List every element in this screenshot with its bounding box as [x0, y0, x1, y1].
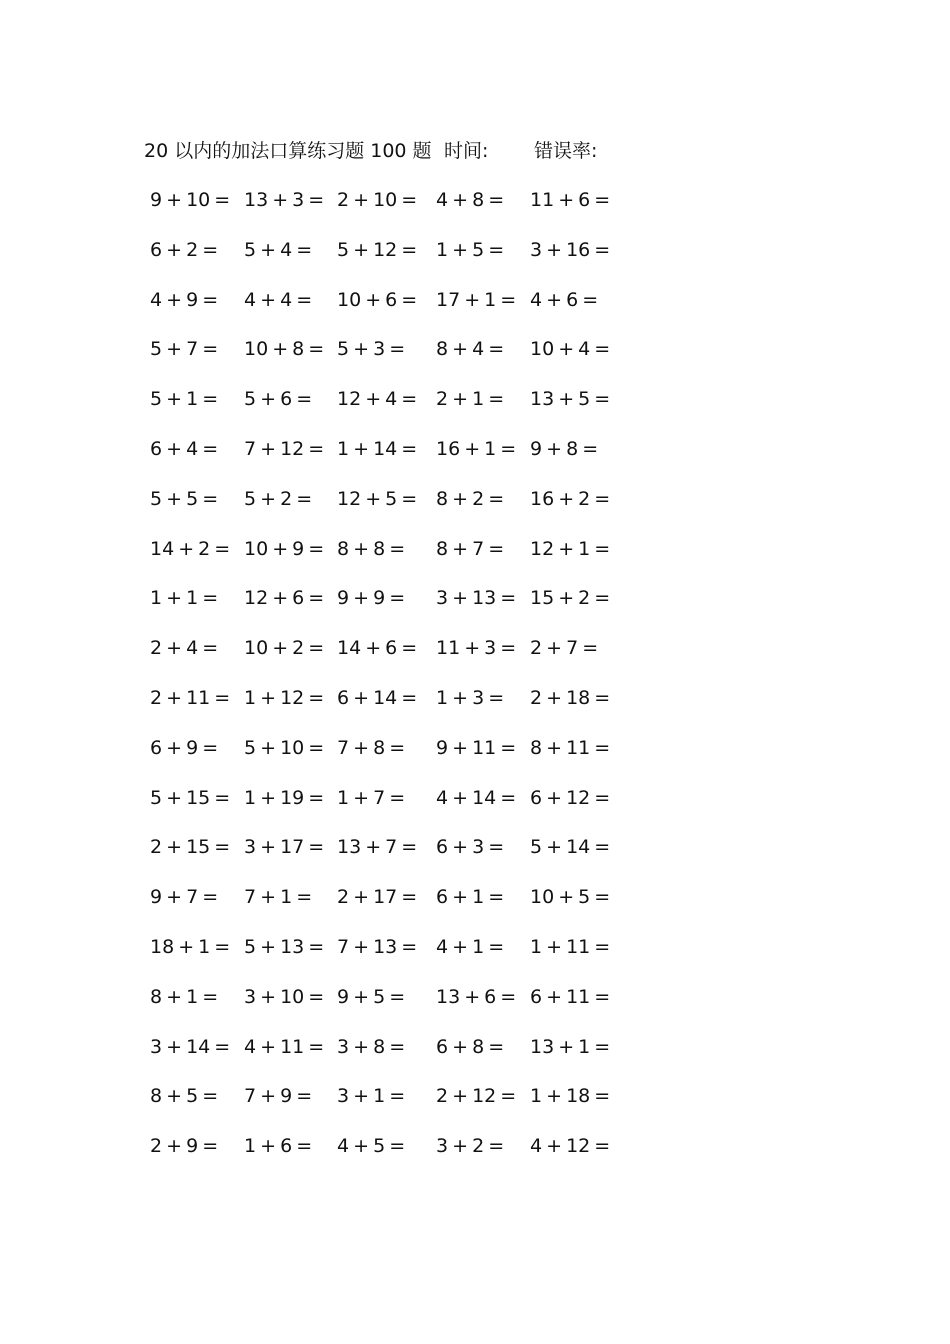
- addition-problem: 4 + 5 =: [337, 1135, 406, 1158]
- problem-row: [0, 933, 950, 983]
- addition-problem: 13 + 1 =: [530, 1035, 611, 1058]
- addition-problem: 10 + 9 =: [244, 537, 325, 560]
- addition-problem: 6 + 11 =: [530, 985, 611, 1008]
- addition-problem: 1 + 18 =: [530, 1085, 611, 1108]
- addition-problem: 2 + 17 =: [337, 886, 418, 909]
- addition-problem: 9 + 10 =: [150, 189, 231, 211]
- problem-row: [0, 286, 950, 336]
- addition-problem: 3 + 1 =: [337, 1085, 406, 1108]
- problem-grid: [0, 186, 950, 1182]
- addition-problem: 2 + 18 =: [530, 686, 611, 709]
- addition-problem: 12 + 5 =: [337, 487, 418, 510]
- time-label: 时间:: [444, 140, 489, 162]
- addition-problem: 1 + 14 =: [337, 437, 418, 460]
- problem-row: [0, 535, 950, 585]
- addition-problem: 3 + 13 =: [436, 587, 517, 610]
- problem-row: [0, 784, 950, 834]
- addition-problem: 6 + 2 =: [150, 238, 219, 261]
- addition-problem: 9 + 7 =: [150, 886, 219, 909]
- addition-problem: 6 + 14 =: [337, 686, 418, 709]
- addition-problem: 5 + 14 =: [530, 836, 611, 859]
- problem-row: [0, 335, 950, 385]
- problem-row: [0, 1082, 950, 1132]
- addition-problem: 16 + 2 =: [530, 487, 611, 510]
- addition-problem: 1 + 11 =: [530, 935, 611, 958]
- addition-problem: 1 + 5 =: [436, 238, 505, 261]
- addition-problem: 7 + 9 =: [244, 1085, 313, 1108]
- addition-problem: 14 + 6 =: [337, 637, 418, 660]
- problem-row: [0, 236, 950, 286]
- addition-problem: 1 + 7 =: [337, 786, 406, 809]
- addition-problem: 13 + 3 =: [244, 189, 325, 211]
- addition-problem: 6 + 4 =: [150, 437, 219, 460]
- problem-row: [0, 385, 950, 435]
- addition-problem: 8 + 7 =: [436, 537, 505, 560]
- problem-row: [0, 684, 950, 734]
- addition-problem: 4 + 14 =: [436, 786, 517, 809]
- addition-problem: 3 + 2 =: [436, 1135, 505, 1158]
- addition-problem: 2 + 15 =: [150, 836, 231, 859]
- addition-problem: 5 + 10 =: [244, 736, 325, 759]
- addition-problem: 8 + 4 =: [436, 338, 505, 361]
- addition-problem: 4 + 8 =: [436, 189, 505, 211]
- addition-problem: 2 + 12 =: [436, 1085, 517, 1108]
- addition-problem: 18 + 1 =: [150, 935, 231, 958]
- addition-problem: 17 + 1 =: [436, 288, 517, 311]
- addition-problem: 4 + 12 =: [530, 1135, 611, 1158]
- problem-row: [0, 1033, 950, 1083]
- addition-problem: 7 + 1 =: [244, 886, 313, 909]
- addition-problem: 3 + 17 =: [244, 836, 325, 859]
- addition-problem: 14 + 2 =: [150, 537, 231, 560]
- addition-problem: 8 + 5 =: [150, 1085, 219, 1108]
- problem-row: [0, 1132, 950, 1182]
- addition-problem: 5 + 15 =: [150, 786, 231, 809]
- addition-problem: 6 + 8 =: [436, 1035, 505, 1058]
- addition-problem: 2 + 1 =: [436, 388, 505, 411]
- addition-problem: 9 + 5 =: [337, 985, 406, 1008]
- addition-problem: 13 + 6 =: [436, 985, 517, 1008]
- addition-problem: 13 + 7 =: [337, 836, 418, 859]
- addition-problem: 6 + 3 =: [436, 836, 505, 859]
- addition-problem: 12 + 1 =: [530, 537, 611, 560]
- addition-problem: 8 + 11 =: [530, 736, 611, 759]
- addition-problem: 5 + 6 =: [244, 388, 313, 411]
- addition-problem: 5 + 12 =: [337, 238, 418, 261]
- addition-problem: 11 + 3 =: [436, 637, 517, 660]
- worksheet-title: 20 以内的加法口算练习题 100 题: [144, 140, 432, 162]
- problem-row: [0, 186, 950, 236]
- error-rate-label: 错误率:: [534, 140, 598, 162]
- addition-problem: 10 + 5 =: [530, 886, 611, 909]
- addition-problem: 6 + 1 =: [436, 886, 505, 909]
- addition-problem: 5 + 4 =: [244, 238, 313, 261]
- addition-problem: 16 + 1 =: [436, 437, 517, 460]
- problem-row: [0, 435, 950, 485]
- addition-problem: 4 + 1 =: [436, 935, 505, 958]
- problem-row: [0, 584, 950, 634]
- addition-problem: 1 + 6 =: [244, 1135, 313, 1158]
- addition-problem: 2 + 7 =: [530, 637, 599, 660]
- addition-problem: 3 + 10 =: [244, 985, 325, 1008]
- addition-problem: 1 + 1 =: [150, 587, 219, 610]
- addition-problem: 10 + 4 =: [530, 338, 611, 361]
- addition-problem: 5 + 13 =: [244, 935, 325, 958]
- addition-problem: 7 + 12 =: [244, 437, 325, 460]
- addition-problem: 9 + 11 =: [436, 736, 517, 759]
- addition-problem: 9 + 8 =: [530, 437, 599, 460]
- addition-problem: 3 + 16 =: [530, 238, 611, 261]
- addition-problem: 10 + 2 =: [244, 637, 325, 660]
- problem-row: [0, 883, 950, 933]
- addition-problem: 5 + 7 =: [150, 338, 219, 361]
- problem-row: [0, 634, 950, 684]
- addition-problem: 2 + 9 =: [150, 1135, 219, 1158]
- addition-problem: 7 + 8 =: [337, 736, 406, 759]
- addition-problem: 2 + 11 =: [150, 686, 231, 709]
- addition-problem: 5 + 2 =: [244, 487, 313, 510]
- problem-row: [0, 833, 950, 883]
- addition-problem: 4 + 4 =: [244, 288, 313, 311]
- addition-problem: 1 + 19 =: [244, 786, 325, 809]
- addition-problem: 5 + 1 =: [150, 388, 219, 411]
- addition-problem: 4 + 9 =: [150, 288, 219, 311]
- addition-problem: 12 + 4 =: [337, 388, 418, 411]
- addition-problem: 1 + 12 =: [244, 686, 325, 709]
- addition-problem: 6 + 9 =: [150, 736, 219, 759]
- worksheet-header: [144, 138, 664, 164]
- addition-problem: 15 + 2 =: [530, 587, 611, 610]
- addition-problem: 6 + 12 =: [530, 786, 611, 809]
- addition-problem: 3 + 8 =: [337, 1035, 406, 1058]
- addition-problem: 11 + 6 =: [530, 189, 611, 211]
- problem-row: [0, 983, 950, 1033]
- addition-problem: 13 + 5 =: [530, 388, 611, 411]
- addition-problem: 8 + 8 =: [337, 537, 406, 560]
- addition-problem: 5 + 3 =: [337, 338, 406, 361]
- addition-problem: 10 + 8 =: [244, 338, 325, 361]
- addition-problem: 1 + 3 =: [436, 686, 505, 709]
- problem-row: [0, 734, 950, 784]
- addition-problem: 4 + 6 =: [530, 288, 599, 311]
- addition-problem: 4 + 11 =: [244, 1035, 325, 1058]
- problem-row: [0, 485, 950, 535]
- addition-problem: 3 + 14 =: [150, 1035, 231, 1058]
- addition-problem: 8 + 1 =: [150, 985, 219, 1008]
- addition-problem: 8 + 2 =: [436, 487, 505, 510]
- addition-problem: 9 + 9 =: [337, 587, 406, 610]
- addition-problem: 12 + 6 =: [244, 587, 325, 610]
- addition-problem: 7 + 13 =: [337, 935, 418, 958]
- addition-problem: 2 + 4 =: [150, 637, 219, 660]
- addition-problem: 5 + 5 =: [150, 487, 219, 510]
- addition-problem: 10 + 6 =: [337, 288, 418, 311]
- addition-problem: 2 + 10 =: [337, 189, 418, 211]
